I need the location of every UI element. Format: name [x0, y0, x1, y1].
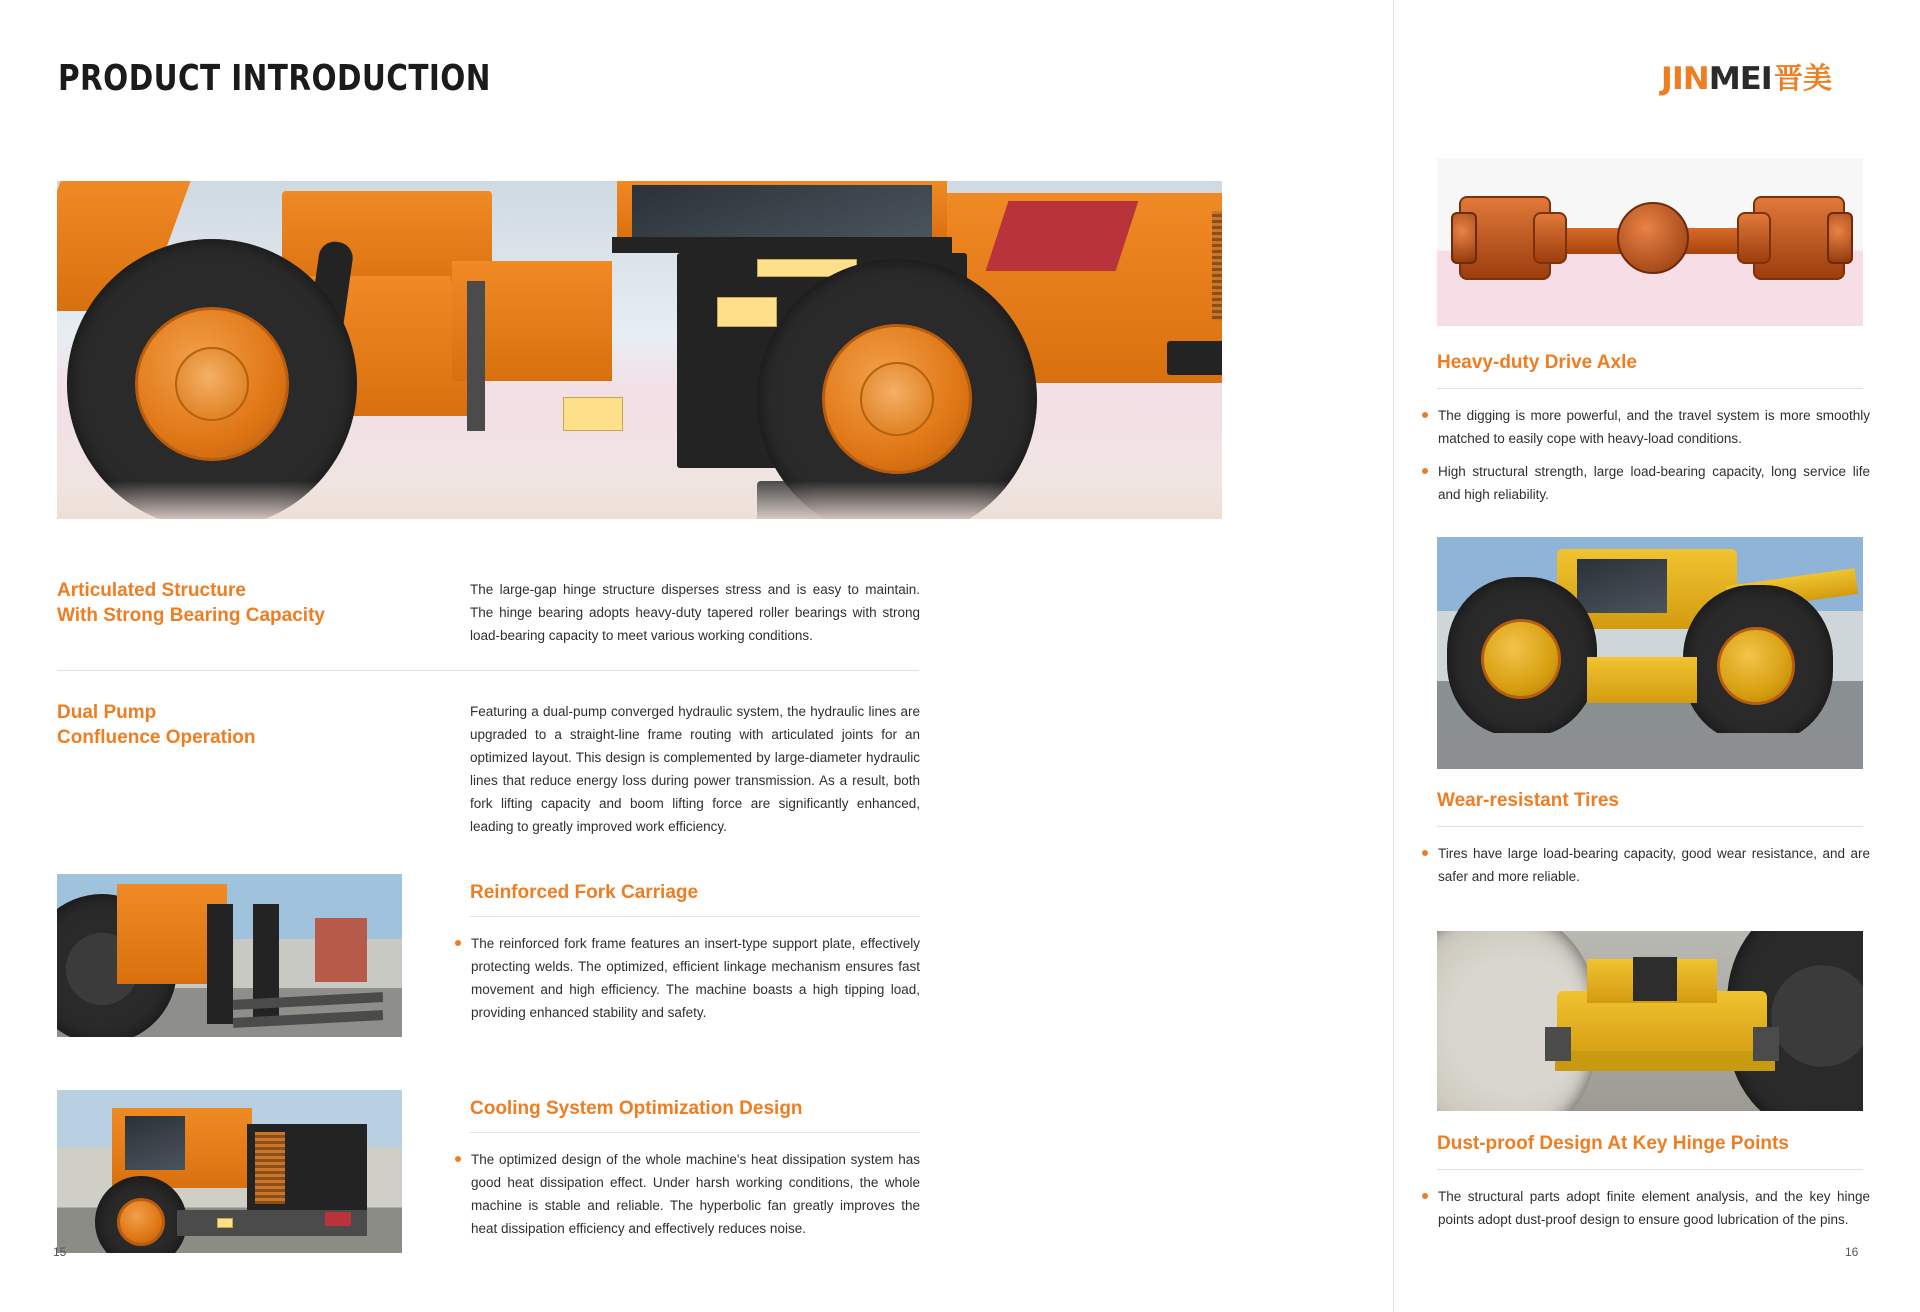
- section-title-line2b: Confluence Operation: [57, 727, 256, 748]
- right-bullet-text-hinge-1: The structural parts adopt finite element analysis, and the key hinge points adopt dust-proof design to ensure good lubrication of the pins.: [1438, 1189, 1870, 1227]
- hinge-point-photo: [1437, 931, 1863, 1111]
- bullet-dot-icon: [1422, 850, 1428, 856]
- right-bullet-tires-1: [1422, 842, 1870, 888]
- feature-bullet-text-cooling: The optimized design of the whole machine's heat dissipation system has good heat dissipation effect. Under harsh working conditions, the whole machine is stable and reliable. The hyperbolic fan greatly improves the heat dissipation efficiency and effectively reduces noise.: [471, 1152, 920, 1236]
- feature-title-cooling: Cooling System Optimization Design: [470, 1098, 803, 1119]
- folio-left: 15: [53, 1245, 67, 1259]
- feature-title-fork-carriage: Reinforced Fork Carriage: [470, 882, 699, 903]
- right-title-tires: Wear-resistant Tires: [1437, 790, 1619, 811]
- section-title-line2: With Strong Bearing Capacity: [57, 605, 325, 626]
- section-title-articulated: [57, 578, 357, 628]
- brand-logo: [1663, 60, 1832, 98]
- bullet-dot-icon: [1422, 412, 1428, 418]
- feature-bullet-cooling: [455, 1148, 920, 1240]
- feature-bullet-text-fork: The reinforced fork frame features an insert-type support plate, effectively protecting welds. The optimized, efficient linkage mechanism ensures fast movement and high efficiency. The machine boasts a high tipping load, providing enhanced stability and safety.: [471, 936, 920, 1020]
- hero-loader-photo: [57, 181, 1222, 519]
- cooling-system-photo: [57, 1090, 402, 1253]
- bullet-dot-icon: [455, 940, 461, 946]
- feature-bullet-fork: [455, 932, 920, 1024]
- folio-right: 16: [1845, 1245, 1859, 1259]
- section-body-articulated: The large-gap hinge structure disperses stress and is easy to maintain. The hinge bearing adopts heavy-duty tapered roller bearings with strong load-bearing capacity to meet various working conditions.: [470, 582, 920, 643]
- right-title-drive-axle: Heavy-duty Drive Axle: [1437, 352, 1637, 373]
- right-divider-2: [1437, 826, 1863, 827]
- feature-divider-cooling: [470, 1132, 920, 1133]
- feature-divider-fork: [470, 916, 920, 917]
- logo-wordmark: [1661, 61, 1772, 97]
- right-divider-3: [1437, 1169, 1863, 1170]
- page-title: PRODUCT INTRODUCTION: [58, 58, 491, 99]
- section-title-line1b: Dual Pump: [57, 702, 157, 723]
- right-bullet-axle-2: [1422, 460, 1870, 506]
- section-title-line1: Articulated Structure: [57, 580, 246, 601]
- right-bullet-text-axle-1: The digging is more powerful, and the travel system is more smoothly matched to easily cope with heavy-load conditions.: [1438, 408, 1870, 446]
- section-body-dual-pump: Featuring a dual-pump converged hydraulic system, the hydraulic lines are upgraded to a straight-line frame routing with articulated joints for an optimized layout. This design is complemented by large-diameter hydraulic lines that reduce energy loss during power transmission. As a result, both fork lifting capacity and boom lifting force are significantly enhanced, leading to greatly improved work efficiency.: [470, 704, 920, 834]
- right-divider-1: [1437, 388, 1863, 389]
- wear-resistant-tires-photo: [1437, 537, 1863, 769]
- drive-axle-photo: [1437, 158, 1863, 326]
- section-title-dual-pump: [57, 700, 357, 750]
- right-bullet-hinge-1: [1422, 1185, 1870, 1231]
- logo-jin: JIN: [1661, 61, 1710, 97]
- page-spine-divider: [1393, 0, 1394, 1312]
- right-bullet-axle-1: [1422, 404, 1870, 450]
- section-divider-1: [57, 670, 919, 671]
- logo-chinese-name: 晋美: [1773, 62, 1832, 95]
- right-bullet-text-tires-1: Tires have large load-bearing capacity, good wear resistance, and are safer and more reliable.: [1438, 846, 1870, 884]
- logo-mei: MEI: [1709, 61, 1773, 97]
- right-title-hinge: Dust-proof Design At Key Hinge Points: [1437, 1133, 1789, 1154]
- bullet-dot-icon: [455, 1156, 461, 1162]
- right-bullet-text-axle-2: High structural strength, large load-bearing capacity, long service life and high reliability.: [1438, 464, 1870, 502]
- bullet-dot-icon: [1422, 468, 1428, 474]
- fork-carriage-photo: [57, 874, 402, 1037]
- bullet-dot-icon: [1422, 1193, 1428, 1199]
